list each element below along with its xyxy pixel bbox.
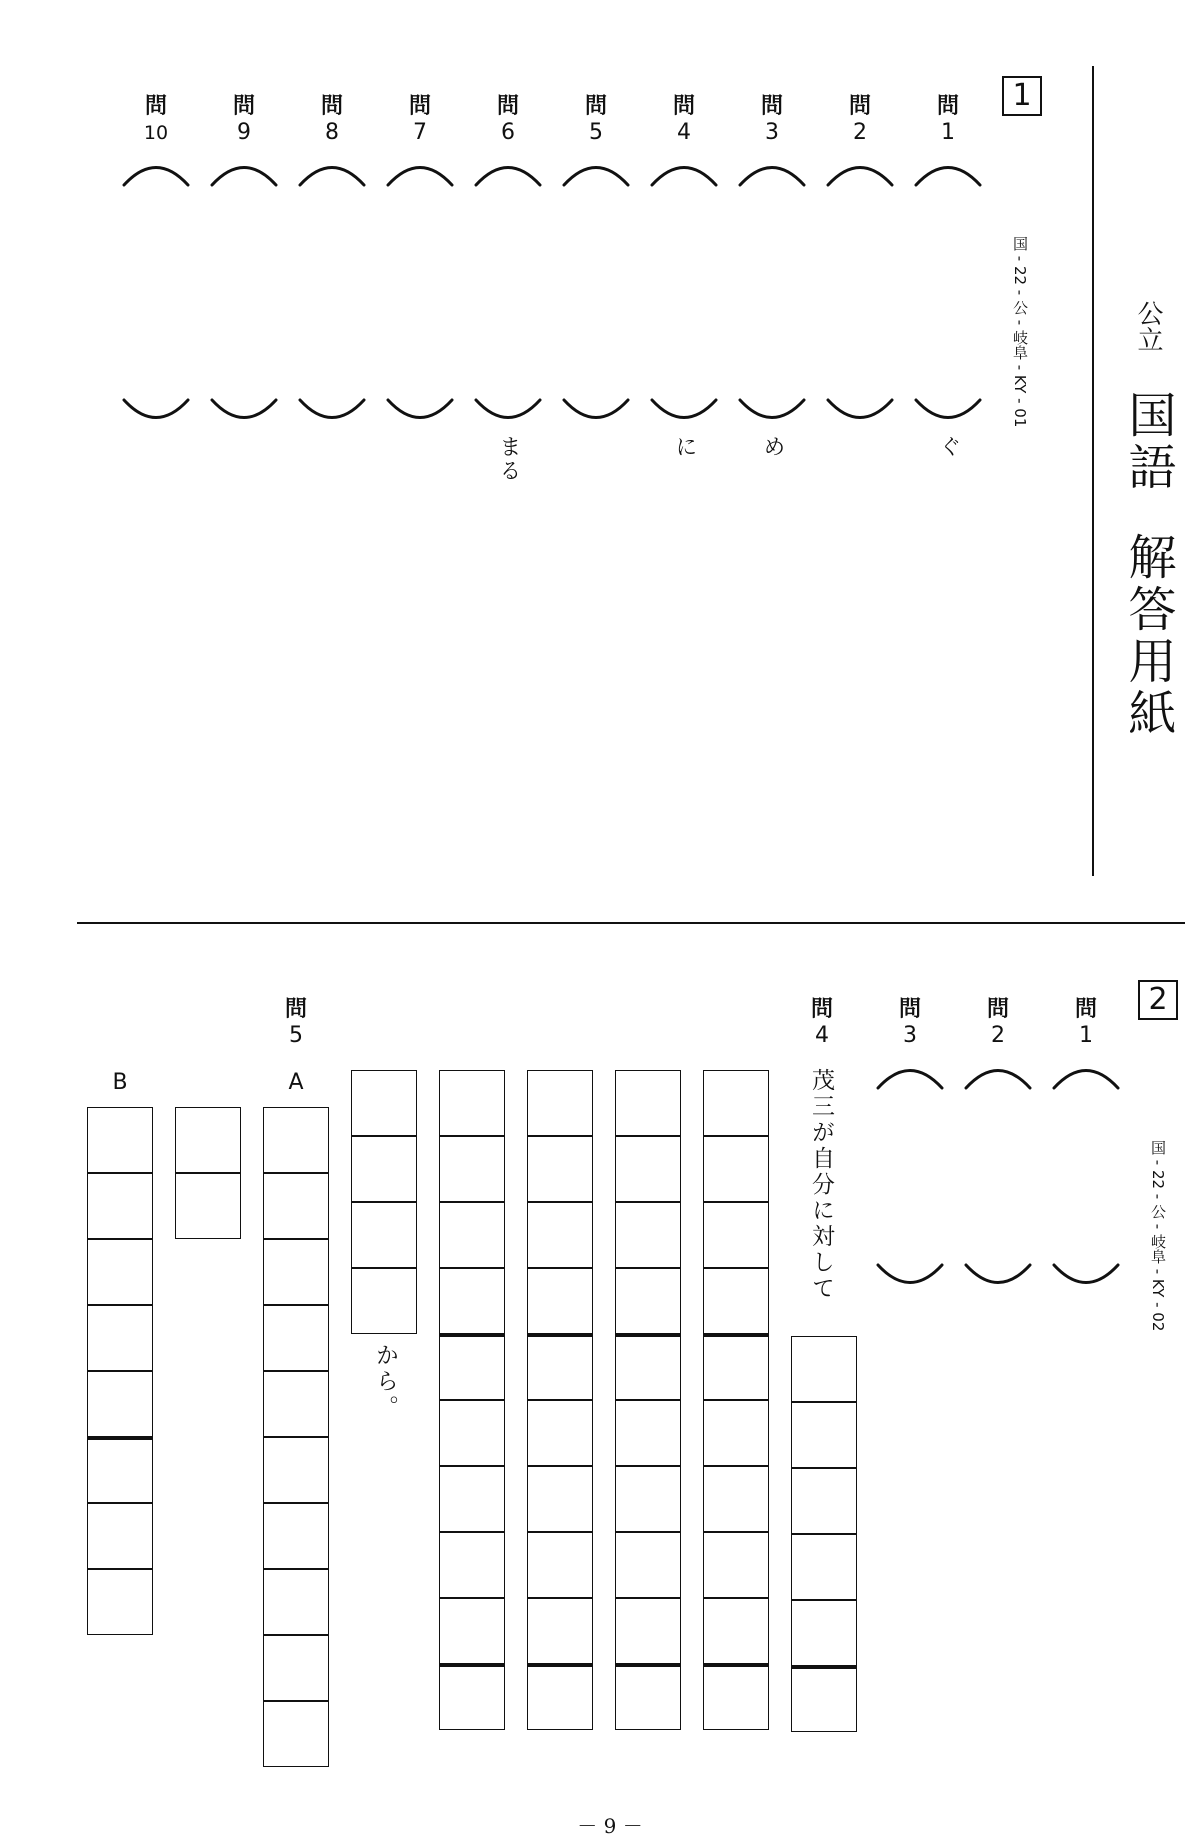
grid-cell[interactable] — [439, 1664, 505, 1730]
s1-question-label: 問 1 — [936, 94, 959, 145]
s1-q2-answer-field[interactable] — [828, 168, 892, 418]
grid-cell[interactable] — [263, 1437, 329, 1503]
grid-cell[interactable] — [439, 1400, 505, 1466]
section1-number: 1 — [1002, 76, 1042, 116]
grid-cell[interactable] — [791, 1402, 857, 1468]
grid-cell[interactable] — [87, 1569, 153, 1635]
grid-cell[interactable] — [439, 1466, 505, 1532]
section2-number: 2 — [1138, 980, 1178, 1020]
grid-cell[interactable] — [351, 1136, 417, 1202]
grid-cell[interactable] — [527, 1466, 593, 1532]
s1-question-label: 問 3 — [760, 94, 783, 145]
page-number: － 9 － — [577, 1814, 643, 1838]
grid-cell[interactable] — [351, 1202, 417, 1268]
grid-cell[interactable] — [87, 1437, 153, 1503]
s1-q1-suffix: ぐ — [936, 435, 961, 459]
grid-cell[interactable] — [87, 1305, 153, 1371]
grid-cell[interactable] — [87, 1503, 153, 1569]
grid-cell[interactable] — [439, 1532, 505, 1598]
grid-cell[interactable] — [263, 1503, 329, 1569]
s1-q3-answer-field[interactable] — [740, 168, 804, 418]
grid-cell[interactable] — [791, 1468, 857, 1534]
grid-cell[interactable] — [527, 1664, 593, 1730]
grid-cell[interactable] — [263, 1305, 329, 1371]
grid-cell[interactable] — [439, 1334, 505, 1400]
grid-cell[interactable] — [791, 1600, 857, 1666]
s1-question-label: 問 7 — [408, 94, 431, 145]
grid-cell[interactable] — [527, 1598, 593, 1664]
s2-question-label: 問 3 — [898, 997, 921, 1048]
s2-question-label: 問 4 — [810, 997, 833, 1048]
grid-cell[interactable] — [615, 1202, 681, 1268]
grid-cell[interactable] — [615, 1664, 681, 1730]
grid-cell[interactable] — [351, 1268, 417, 1334]
s1-question-label: 問 5 — [584, 94, 607, 145]
s1-q9-answer-field[interactable] — [212, 168, 276, 418]
grid-cell[interactable] — [87, 1173, 153, 1239]
grid-cell[interactable] — [527, 1268, 593, 1334]
grid-cell[interactable] — [175, 1173, 241, 1239]
s1-q6-answer-field[interactable] — [476, 168, 540, 418]
grid-cell[interactable] — [615, 1136, 681, 1202]
s1-question-label: 問 6 — [496, 94, 519, 145]
grid-cell[interactable] — [439, 1136, 505, 1202]
grid-cell[interactable] — [703, 1400, 769, 1466]
s1-q5-answer-field[interactable] — [564, 168, 628, 418]
grid-cell[interactable] — [439, 1268, 505, 1334]
grid-cell[interactable] — [351, 1070, 417, 1136]
s2-question-label: 問 2 — [986, 997, 1009, 1048]
grid-cell[interactable] — [527, 1136, 593, 1202]
grid-cell[interactable] — [791, 1666, 857, 1732]
s2-q4-prefix: 茂三が自分に対して — [808, 1068, 834, 1302]
grid-cell[interactable] — [703, 1268, 769, 1334]
category-label: 公立 — [1133, 300, 1163, 352]
grid-cell[interactable] — [175, 1107, 241, 1173]
grid-cell[interactable] — [615, 1400, 681, 1466]
s1-q4-answer-field[interactable] — [652, 168, 716, 418]
grid-cell[interactable] — [615, 1532, 681, 1598]
grid-cell[interactable] — [703, 1136, 769, 1202]
grid-cell[interactable] — [615, 1070, 681, 1136]
s1-question-label: 問 2 — [848, 94, 871, 145]
s1-q6-suffix: まる — [496, 435, 521, 483]
grid-cell[interactable] — [439, 1202, 505, 1268]
s1-question-label: 問 10 — [143, 94, 169, 144]
grid-cell[interactable] — [703, 1466, 769, 1532]
grid-cell[interactable] — [263, 1173, 329, 1239]
grid-cell[interactable] — [615, 1466, 681, 1532]
grid-cell[interactable] — [87, 1107, 153, 1173]
s1-question-label: 問 4 — [672, 94, 695, 145]
sheet-title: 解答用紙 — [1120, 532, 1176, 740]
subject-title: 国語 — [1120, 390, 1176, 494]
grid-cell[interactable] — [527, 1070, 593, 1136]
grid-cell[interactable] — [615, 1334, 681, 1400]
s2-q5-label-a: A — [288, 1070, 304, 1095]
grid-cell[interactable] — [615, 1598, 681, 1664]
grid-cell[interactable] — [263, 1239, 329, 1305]
grid-cell[interactable] — [263, 1371, 329, 1437]
grid-cell[interactable] — [791, 1534, 857, 1600]
s1-question-label: 問 9 — [232, 94, 255, 145]
grid-cell[interactable] — [87, 1371, 153, 1437]
section-divider — [77, 922, 1185, 924]
grid-cell[interactable] — [527, 1532, 593, 1598]
s1-question-label: 問 8 — [320, 94, 343, 145]
s2-question-label: 問 1 — [1074, 997, 1097, 1048]
s2-q5-label-b: B — [112, 1070, 128, 1095]
grid-cell[interactable] — [703, 1334, 769, 1400]
grid-cell[interactable] — [263, 1107, 329, 1173]
grid-cell[interactable] — [527, 1400, 593, 1466]
grid-cell[interactable] — [703, 1070, 769, 1136]
grid-cell[interactable] — [439, 1598, 505, 1664]
grid-cell[interactable] — [527, 1334, 593, 1400]
grid-cell[interactable] — [87, 1239, 153, 1305]
grid-cell[interactable] — [703, 1202, 769, 1268]
section1-code: 国 - 22 - 公 - 岐阜 - KY - 01 — [1011, 236, 1029, 428]
s2-q3-answer-field[interactable] — [878, 1071, 942, 1283]
s1-q7-answer-field[interactable] — [388, 168, 452, 418]
grid-cell[interactable] — [263, 1701, 329, 1767]
s1-q1-answer-field[interactable] — [916, 168, 980, 418]
grid-cell[interactable] — [615, 1268, 681, 1334]
s2-q1-answer-field[interactable] — [1054, 1071, 1118, 1283]
s1-q8-answer-field[interactable] — [300, 168, 364, 418]
grid-cell[interactable] — [527, 1202, 593, 1268]
s2-question-label: 問 5 — [284, 997, 307, 1048]
s2-q5-suffix: から。 — [372, 1343, 398, 1421]
s1-q3-suffix: め — [760, 435, 785, 459]
section1-answer-parentheses — [0, 0, 1200, 900]
s1-q4-suffix: に — [672, 435, 697, 459]
grid-cell[interactable] — [703, 1598, 769, 1664]
section2-code: 国 - 22 - 公 - 岐阜 - KY - 02 — [1149, 1140, 1167, 1332]
grid-cell[interactable] — [263, 1569, 329, 1635]
s1-q10-answer-field[interactable] — [124, 168, 188, 418]
grid-cell[interactable] — [439, 1070, 505, 1136]
grid-cell[interactable] — [703, 1664, 769, 1730]
grid-cell[interactable] — [791, 1336, 857, 1402]
grid-cell[interactable] — [263, 1635, 329, 1701]
s2-q2-answer-field[interactable] — [966, 1071, 1030, 1283]
grid-cell[interactable] — [703, 1532, 769, 1598]
